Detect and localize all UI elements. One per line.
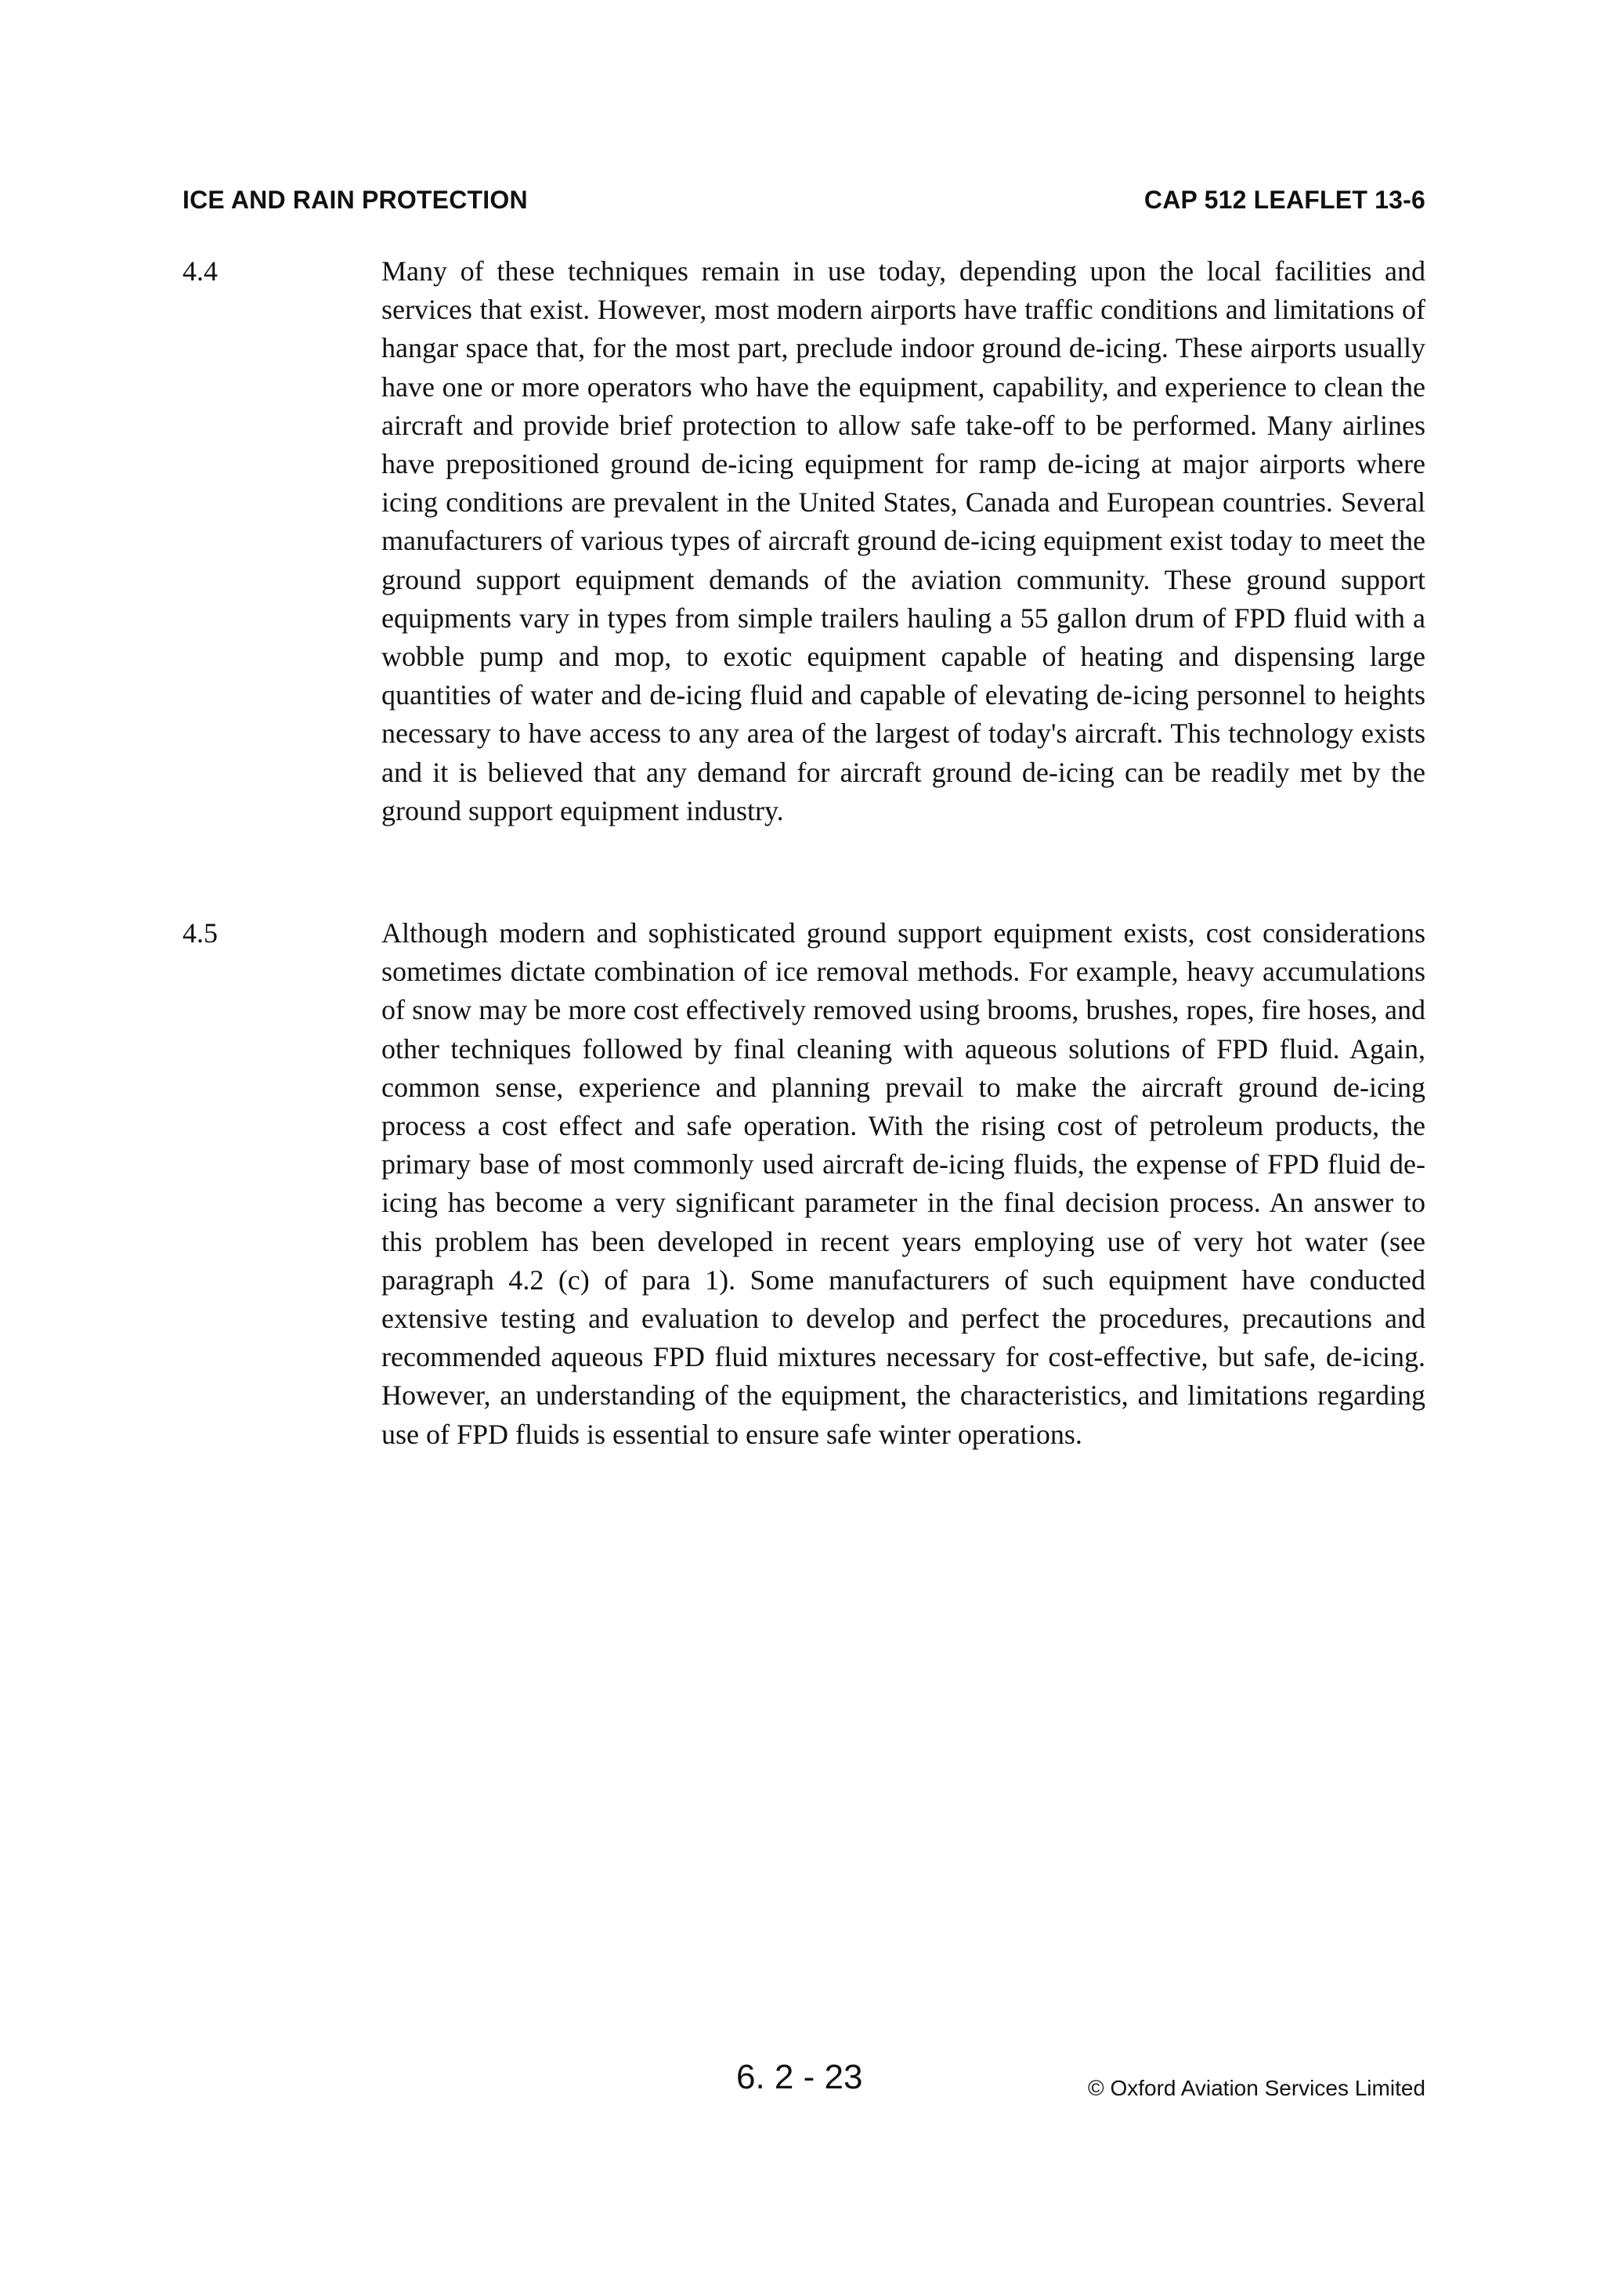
paragraph-number: 4.5	[182, 917, 218, 949]
page-number: 6. 2 - 23	[736, 2058, 863, 2096]
paragraph-number: 4.4	[182, 255, 218, 287]
paragraph-text: Although modern and sophisticated ground support equipment exists, cost considerations sometimes dictate combination of ice removal methods. For example, heavy accumulations of snow may be more cost effectively removed using brooms, brushes, ropes, fire hoses, and other techniques followed by final cleaning with aqueous solutions of FPD fluid. Again, common sense, experience and planning prevail to make the aircraft ground de-icing process a cost effect and safe operation. With the rising cost of petroleum products, the primary base of most commonly used aircraft de-icing fluids, the expense of FPD fluid de-icing has become a very significant parameter in the final decision process. An answer to this problem has been developed in recent years employing use of very hot water (see paragraph 4.2 (c) of para 1). Some manufacturers of such equipment have conducted extensive testing and evaluation to develop and perfect the procedures, precautions and recommended aqueous FPD fluid mixtures necessary for cost-effective, but safe, de-icing. However, an understanding of the equipment, the characteristics, and limitations regarding use of FPD fluids is essential to ensure safe winter operations.	[381, 917, 1425, 1450]
copyright-notice: © Oxford Aviation Services Limited	[1088, 2076, 1425, 2100]
header-document-reference: CAP 512 LEAFLET 13-6	[1143, 186, 1425, 214]
paragraph-text: Many of these techniques remain in use today, depending upon the local facilities and services that exist. However, most modern airports have traffic conditions and limitations of hangar space that, for the most part, preclude indoor ground de-icing. These airports usually have one or more operators who have the equipment, capability, and experience to clean the aircraft and provide brief protection to allow safe take-off to be performed. Many airlines have prepositioned ground de-icing equipment for ramp de-icing at major airports where icing conditions are prevalent in the United States, Canada and European countries. Several manufacturers of various types of aircraft ground de-icing equipment exist today to meet the ground support equipment demands of the aviation community. These ground support equipments vary in types from simple trailers hauling a 55 gallon drum of FPD fluid with a wobble pump and mop, to exotic equipment capable of heating and dispensing large quantities of water and de-icing fluid and capable of elevating de-icing personnel to heights necessary to have access to any area of the largest of today's aircraft. This technology exists and it is believed that any demand for aircraft ground de-icing can be readily met by the ground support equipment industry.	[381, 255, 1425, 826]
header-section-title: ICE AND RAIN PROTECTION	[182, 186, 528, 214]
